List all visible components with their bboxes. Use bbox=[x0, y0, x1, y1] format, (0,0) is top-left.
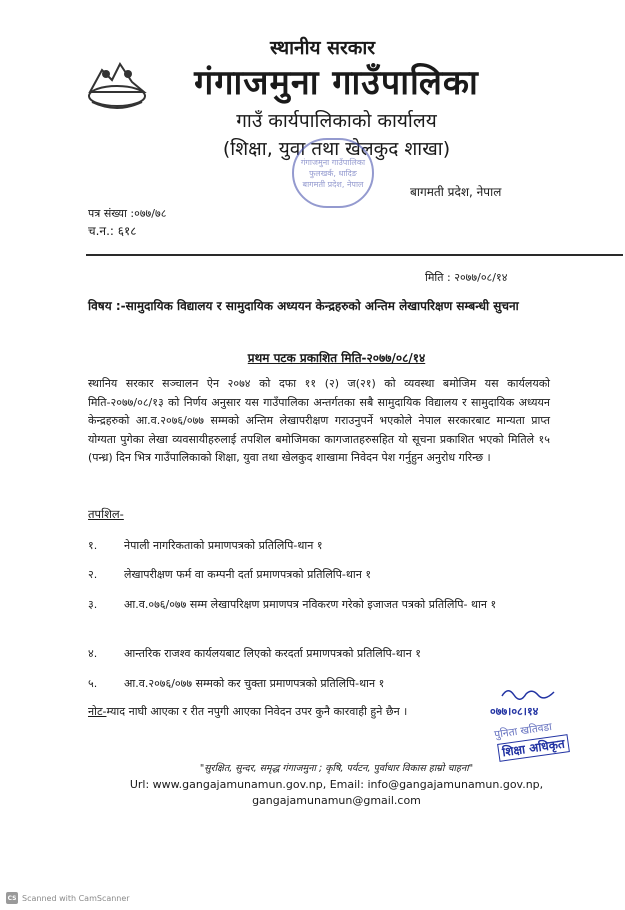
list-heading: तपशिल- bbox=[88, 507, 124, 521]
office-stamp: गंगाजमुना गाउँपालिका फुलखर्क, धादिङ बागमती प्रदेश, नेपाल bbox=[292, 138, 374, 208]
signatory-role: शिक्षा अधिकृत bbox=[497, 734, 570, 762]
subject-line: विषय :-सामुदायिक विद्यालय र सामुदायिक अध्ययन केन्द्रहरुको अन्तिम लेखापरिक्षण सम्बन्धी सुचना bbox=[88, 299, 519, 313]
notice-body: स्थानिय सरकार सञ्चालन ऐन २०७४ को दफा ११ (२) ज(२१) को व्यवस्था बमोजिम यस कार्यलयको मिति-२०७७/०८/१३ को निर्णय अनुसार यस गाउँपालिका अन्तर्गतका सबै सामुदायिक विद्यालय र सामुदायिक अध्ययन केन्द्रहरुको आ.व.२०७६/०७७ सम्मको अन्तिम लेखापरीक्षण गराउनुपर्ने भएकोले नेपाल सरकारबाट मान्यता प्राप्त योग्यता पुगेका लेखा व्यवसायीहरुलाई तपशिल बमोजिमका कागजातहरुसहित यो सूचना प्रकाशित भएको मितिले १५ (पन्ध्र) दिन भित्र गाउँपालिकाको शिक्षा, युवा तथा खेलकुद शाखामा निवेदन पेश गर्नुहुन अनुरोध गरिन्छ । bbox=[88, 377, 550, 464]
footer-contact: Url: www.gangajamunamun.gov.np, Email: info@gangajamunamun.gov.np, bbox=[129, 778, 544, 791]
letter-date: मिति : २०७७/०८/१४ bbox=[425, 271, 508, 284]
dispatch-number: च.न.: ६१८ bbox=[88, 224, 137, 238]
header-office: गाउँ कार्यपालिकाको कार्यालय bbox=[236, 110, 437, 132]
scanner-watermark: CS Scanned with CamScanner bbox=[7, 893, 130, 903]
province-label: बागमती प्रदेश, नेपाल bbox=[410, 185, 502, 199]
letter-reference-number: पत्र संख्या :०७७/७८ bbox=[88, 207, 167, 220]
footer-email: gangajamunamun@gmail.com bbox=[252, 794, 421, 807]
header-org-name: गंगाजमुना गाउँपालिका bbox=[194, 63, 479, 103]
header-government-label: स्थानीय सरकार bbox=[269, 37, 376, 59]
header-divider bbox=[86, 254, 623, 256]
notice-page: स्थानीय सरकार गंगाजमुना गाउँपालिका गाउँ कार्यपालिकाको कार्यालय (शिक्षा, युवा तथा खेलकुद शाखा) गंगाजमुना गाउँपालिका फुलखर्क, धादिङ बागमती प्रदेश, नेपाल बागमती प्रदेश, नेपाल पत्र संख्या :०७७/७८ च.न.: ६१८ मिति : २०७७/०८/१४ विषय :-सामुदायिक विद्यालय र सामुदायिक अध्ययन केन्द्रहरुको अन्तिम लेखापरिक्षण सम्बन्धी सुचना प्रथम पटक प्रकाशित मिति-२०७७/०८/१४ स्थानिय सरकार सञ्चालन ऐन २०७४ को दफा ११ (२) ज(२१) को व्यवस्था बमोजिम यस कार्यलयको मिति-२०७७/०८/१३ को निर्णय अनुसार यस गाउँपालिका अन्तर्गतका सबै सामुदायिक विद्यालय र सामुदायिक अध्ययन केन्द्रहरुको आ.व.२०७६/०७७ सम्मको अन्तिम लेखापरीक्षण गराउनुपर्ने भएकोले नेपाल सरकारबाट मान्यता प्राप्त योग्यता पुगेका लेखा व्यवसायीहरुलाई तपशिल बमोजिमका कागजातहरुसहित यो सूचना प्रकाशित भएको मितिले १५ (पन्ध्र) दिन भित्र गाउँपालिकाको शिक्षा, युवा तथा खेलकुद शाखामा निवेदन पेश गर्नुहुन अनुरोध गरिन्छ । तपशिल- १. नेपाली नागरिकताको प्रमाणपत्रको प्रतिलिपि-थान १ २. लेखापरीक्षण फर्म वा कम्पनी दर्ता प्रमाणपत्रको प्रतिलिपि-थान १ ३. आ.व.०७६/०७७ सम्म लेखापरिक्षण प्रमाणपत्र नविकरण गरेको इजाजत पत्रको प्रतिलिपि- थान १ ४. आन्तरिक राजश्व कार्यलयबाट लिएको करदर्ता प्रमाणपत्रको प्रतिलिपि-थान १ ५. आ.व.२०७६/०७७ सम्मको कर चुक्ता प्रमाणपत्रको प्रतिलिपि-थान १ नोट-म्याद नाघी आएका र रीत नपुगी आएका निवेदन उपर कुनै कारवाही हुने छैन । ०७७।०८।१४ पुनिता खतिवडा शिक्षा अधिकृत "सुरक्षित, सुन्दर, समृद्ध गंगाजमुना ; कृषि, पर्यटन, पुर्वाधार विकास हाम्रो चाहना" Url: www.gangajamunamun.gov.np, Email: info@gangajamunamun.gov.np, gangajamunamun@gmail.com CS Scanned with CamScanner bbox=[0, 0, 625, 910]
header-section: (शिक्षा, युवा तथा खेलकुद शाखा) bbox=[222, 138, 451, 160]
signature-date: ०७७।०८।१४ bbox=[490, 705, 539, 718]
footer-slogan: "सुरक्षित, सुन्दर, समृद्ध गंगाजमुना ; कृषि, पर्यटन, पुर्वाधार विकास हाम्रो चाहना" bbox=[199, 763, 474, 774]
published-date: प्रथम पटक प्रकाशित मिति-२०७७/०८/१४ bbox=[247, 351, 426, 365]
note-line: नोट-म्याद नाघी आएका र रीत नपुगी आएका निवेदन उपर कुनै कारवाही हुने छैन । bbox=[88, 705, 408, 718]
signature-scribble-icon bbox=[498, 686, 558, 700]
camscanner-icon: CS bbox=[6, 892, 18, 904]
signatory-name: पुनिता खतिवडा bbox=[493, 721, 553, 741]
